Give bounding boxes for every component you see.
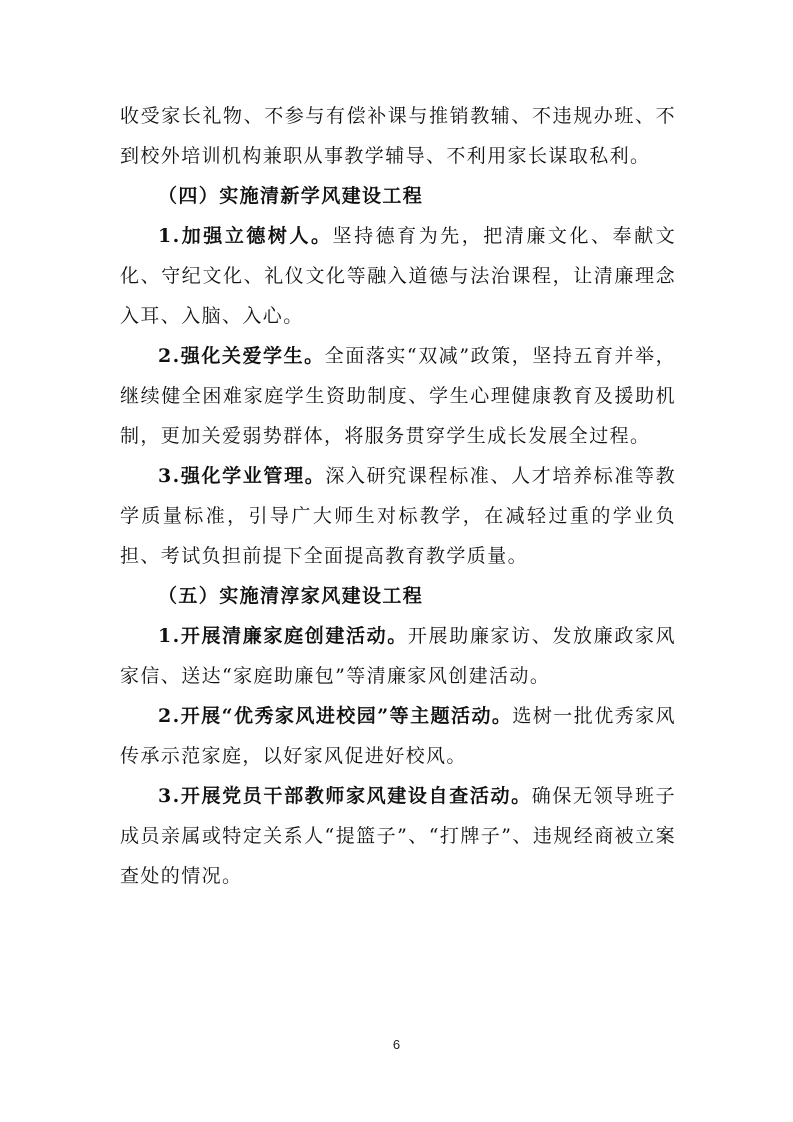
paragraph-lead: 2.开展“优秀家风进校园”等主题活动。: [158, 705, 513, 727]
continued-paragraph: [120, 96, 676, 176]
section-heading-five: [120, 576, 676, 616]
paragraph-lead: 1.加强立德树人。: [158, 225, 333, 247]
section-heading-text: （四）实施清新学风建设工程: [158, 185, 424, 207]
paragraph-lead: 3.开展党员干部教师家风建设自查活动。: [158, 785, 532, 807]
paragraph-text: 选树一批优秀家风传承示范家庭，以好家风促进好校风。: [120, 705, 676, 767]
paragraph-item: [120, 456, 676, 576]
paragraph-item: [120, 216, 676, 336]
paragraph-item: [120, 336, 676, 456]
paragraph-text: 深入研究课程标准、人才培养标准等教学质量标准，引导广大师生对标教学，在减轻过重的学业负担、考试负担前提下全面提高教育教学质量。: [120, 465, 676, 567]
paragraph-text: 开展助廉家访、发放廉政家风家信、送达“家庭助廉包”等清廉家风创建活动。: [120, 625, 676, 687]
paragraph-text: 确保无领导班子成员亲属或特定关系人“提篮子”、“打牌子”、违规经商被立案查处的情况。: [120, 785, 676, 887]
section-heading-text: （五）实施清淳家风建设工程: [158, 585, 424, 607]
paragraph-text: 收受家长礼物、不参与有偿补课与推销教辅、不违规办班、不到校外培训机构兼职从事教学辅导、不利用家长谋取私利。: [120, 105, 676, 167]
paragraph-text: 全面落实“双减”政策，坚持五育并举，继续健全困难家庭学生资助制度、学生心理健康教育及援助机制，更加关爱弱势群体，将服务贯穿学生成长发展全过程。: [120, 345, 676, 447]
section-heading-four: [120, 176, 676, 216]
paragraph-text: 坚持德育为先，把清廉文化、奉献文化、守纪文化、礼仪文化等融入道德与法治课程，让清廉理念入耳、入脑、入心。: [120, 225, 677, 327]
paragraph-item: [120, 696, 676, 776]
paragraph-lead: 2.强化关爱学生。: [158, 345, 325, 367]
paragraph-lead: 1.开展清廉家庭创建活动。: [158, 625, 408, 647]
document-body: [120, 96, 676, 896]
paragraph-item: [120, 776, 676, 896]
page-number: 6: [392, 1037, 401, 1052]
paragraph-item: [120, 616, 676, 696]
paragraph-lead: 3.强化学业管理。: [158, 465, 326, 487]
